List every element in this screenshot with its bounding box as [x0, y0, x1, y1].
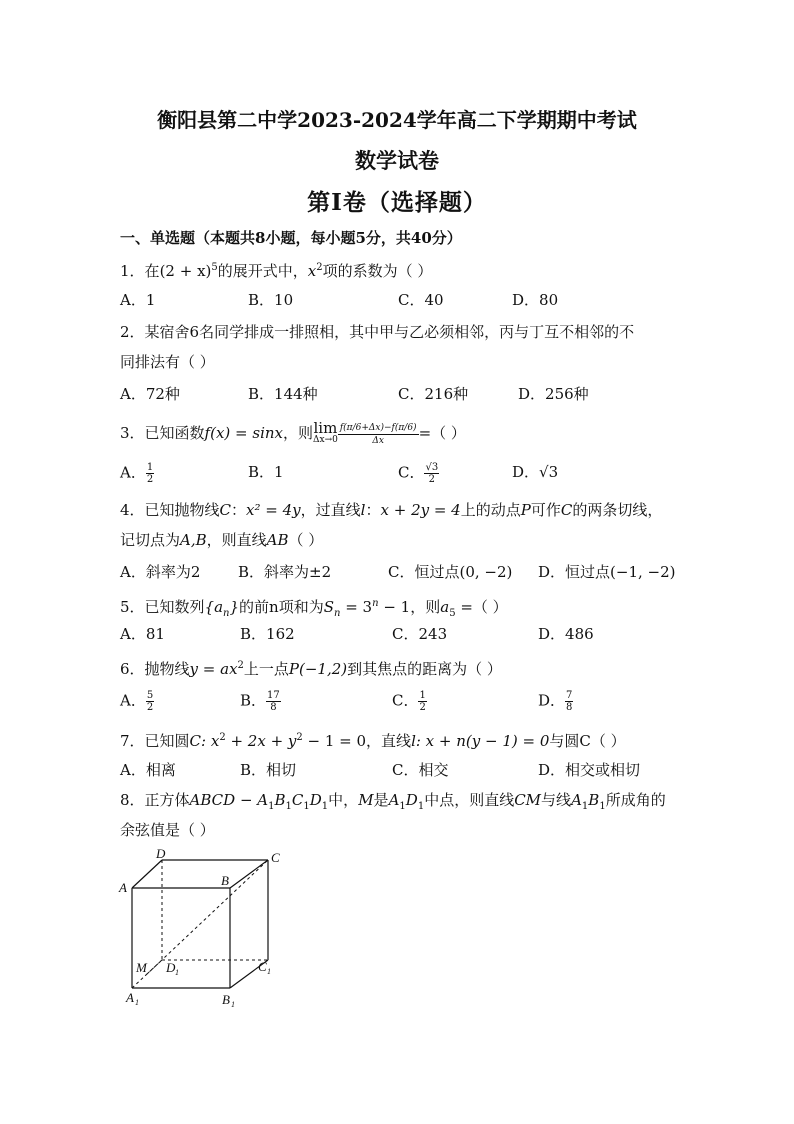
label-c: C [271, 850, 280, 865]
q5-option-c[interactable]: C．243 [392, 625, 448, 643]
label-d1: D [166, 960, 176, 975]
label-d1-sub: 1 [175, 968, 179, 977]
q3-option-d[interactable]: D．√3 [512, 463, 559, 481]
q1-option-c[interactable]: C．40 [398, 291, 444, 309]
q4-option-c[interactable]: C．恒过点(0, −2) [388, 563, 513, 581]
label-b1: B [222, 992, 230, 1007]
cube-figure [118, 848, 288, 1010]
question-2-line-2: 同排法有（ ） [120, 353, 215, 371]
label-a1-sub: 1 [135, 998, 139, 1007]
q6-option-a[interactable]: A． $\frac{5}{2}$ [120, 690, 154, 713]
q3-option-a[interactable]: A． $\frac{1}{2}$ [120, 462, 154, 485]
q6-option-c[interactable]: C． $\frac{1}{2}$ [392, 690, 426, 713]
question-4-line-1: 4．已知抛物线C：x² = 4y，过直线l：x + 2y = 4上的动点P可作C的两条切线， [120, 501, 663, 519]
q4-option-d[interactable]: D．恒过点(−1, −2) [538, 563, 676, 581]
label-c1-sub: 1 [267, 967, 271, 976]
difference-quotient: $\frac{f(\pi/6+\Delta x)-f(\pi/6)}{\Delta x}$ [339, 422, 417, 446]
part-title: 第Ⅰ卷（选择题） [307, 189, 487, 216]
q2-option-c[interactable]: C．216种 [398, 385, 469, 403]
label-c1: C [258, 959, 267, 974]
label-b: B [221, 873, 229, 888]
q2-option-a[interactable]: A．72种 [120, 385, 180, 403]
q5-option-b[interactable]: B．162 [240, 625, 295, 643]
q3-option-b[interactable]: B．1 [248, 463, 284, 481]
label-a: A [119, 880, 127, 895]
label-b1-sub: 1 [231, 1000, 235, 1009]
q4-option-b[interactable]: B．斜率为±2 [238, 563, 332, 581]
q2-option-b[interactable]: B．144种 [248, 385, 318, 403]
q6-option-d[interactable]: D． $\frac{7}{8}$ [538, 690, 573, 713]
q3-option-c[interactable]: C． $\frac{√3}{2}$ [398, 462, 439, 485]
label-d: D [156, 848, 166, 861]
q7-option-b[interactable]: B．相切 [240, 761, 297, 779]
q7-option-c[interactable]: C．相交 [392, 761, 449, 779]
section-heading: 一、单选题（本题共8小题，每小题5分，共40分） [120, 229, 462, 247]
exam-title: 衡阳县第二中学2023-2024学年高二下学期期中考试 [157, 108, 637, 132]
q7-option-d[interactable]: D．相交或相切 [538, 761, 641, 779]
question-7: 7．已知圆C: $x^2 + 2x + y^2 - 1 = 0$，直线l: x + n(y − 1) = 0与圆C（ ） [120, 732, 626, 750]
question-6: 6．抛物线$y = ax^2$上一点P(−1,2)到其焦点的距离为（ ） [120, 660, 502, 678]
edge-ad [132, 860, 162, 888]
subject-title: 数学试卷 [355, 148, 439, 173]
q1-option-a[interactable]: A．1 [120, 291, 156, 309]
q6-option-b[interactable]: B． $\frac{17}{8}$ [240, 690, 280, 713]
question-1: 1．在$(2 + x)^5$的展开式中，$x^2$项的系数为（ ） [120, 262, 433, 280]
question-4-line-2: 记切点为A,B，则直线AB（ ） [120, 531, 324, 549]
question-8-line-1: 8．正方体ABCD − $A_1B_1C_1D_1$中，M是$A_1D_1$中点，则直线CM与线$A_1B_1$所成角的 [120, 791, 666, 812]
q7-option-a[interactable]: A．相离 [120, 761, 176, 779]
q5-option-a[interactable]: A．81 [120, 625, 165, 643]
question-2-line-1: 2．某宿舍6名同学排成一排照相，其中甲与乙必须相邻，丙与丁互不相邻的不 [120, 323, 635, 341]
label-m: M [136, 960, 147, 975]
question-8-line-2: 余弦值是（ ） [120, 821, 215, 839]
question-5: 5．已知数列$\{a_n\}$的前n项和为$S_n = 3^n - 1$，则$a_5$ =（ ） [120, 598, 508, 619]
q5-option-d[interactable]: D．486 [538, 625, 594, 643]
q1-option-d[interactable]: D．80 [512, 291, 559, 309]
limit-operator: lim Δx→0 [313, 419, 338, 445]
edge-bc [230, 860, 268, 888]
q2-option-d[interactable]: D．256种 [518, 385, 589, 403]
q4-option-a[interactable]: A．斜率为2 [120, 563, 201, 581]
segment-cm-hidden [147, 860, 268, 974]
q1-option-b[interactable]: B．10 [248, 291, 294, 309]
question-3: 3．已知函数f(x) = sinx，则 lim Δx→0 $\frac{f(\pi/6+\Delta x)-f(\pi/6)}{\Delta x}$ =（ ） [120, 419, 466, 446]
label-a1: A [126, 990, 134, 1005]
